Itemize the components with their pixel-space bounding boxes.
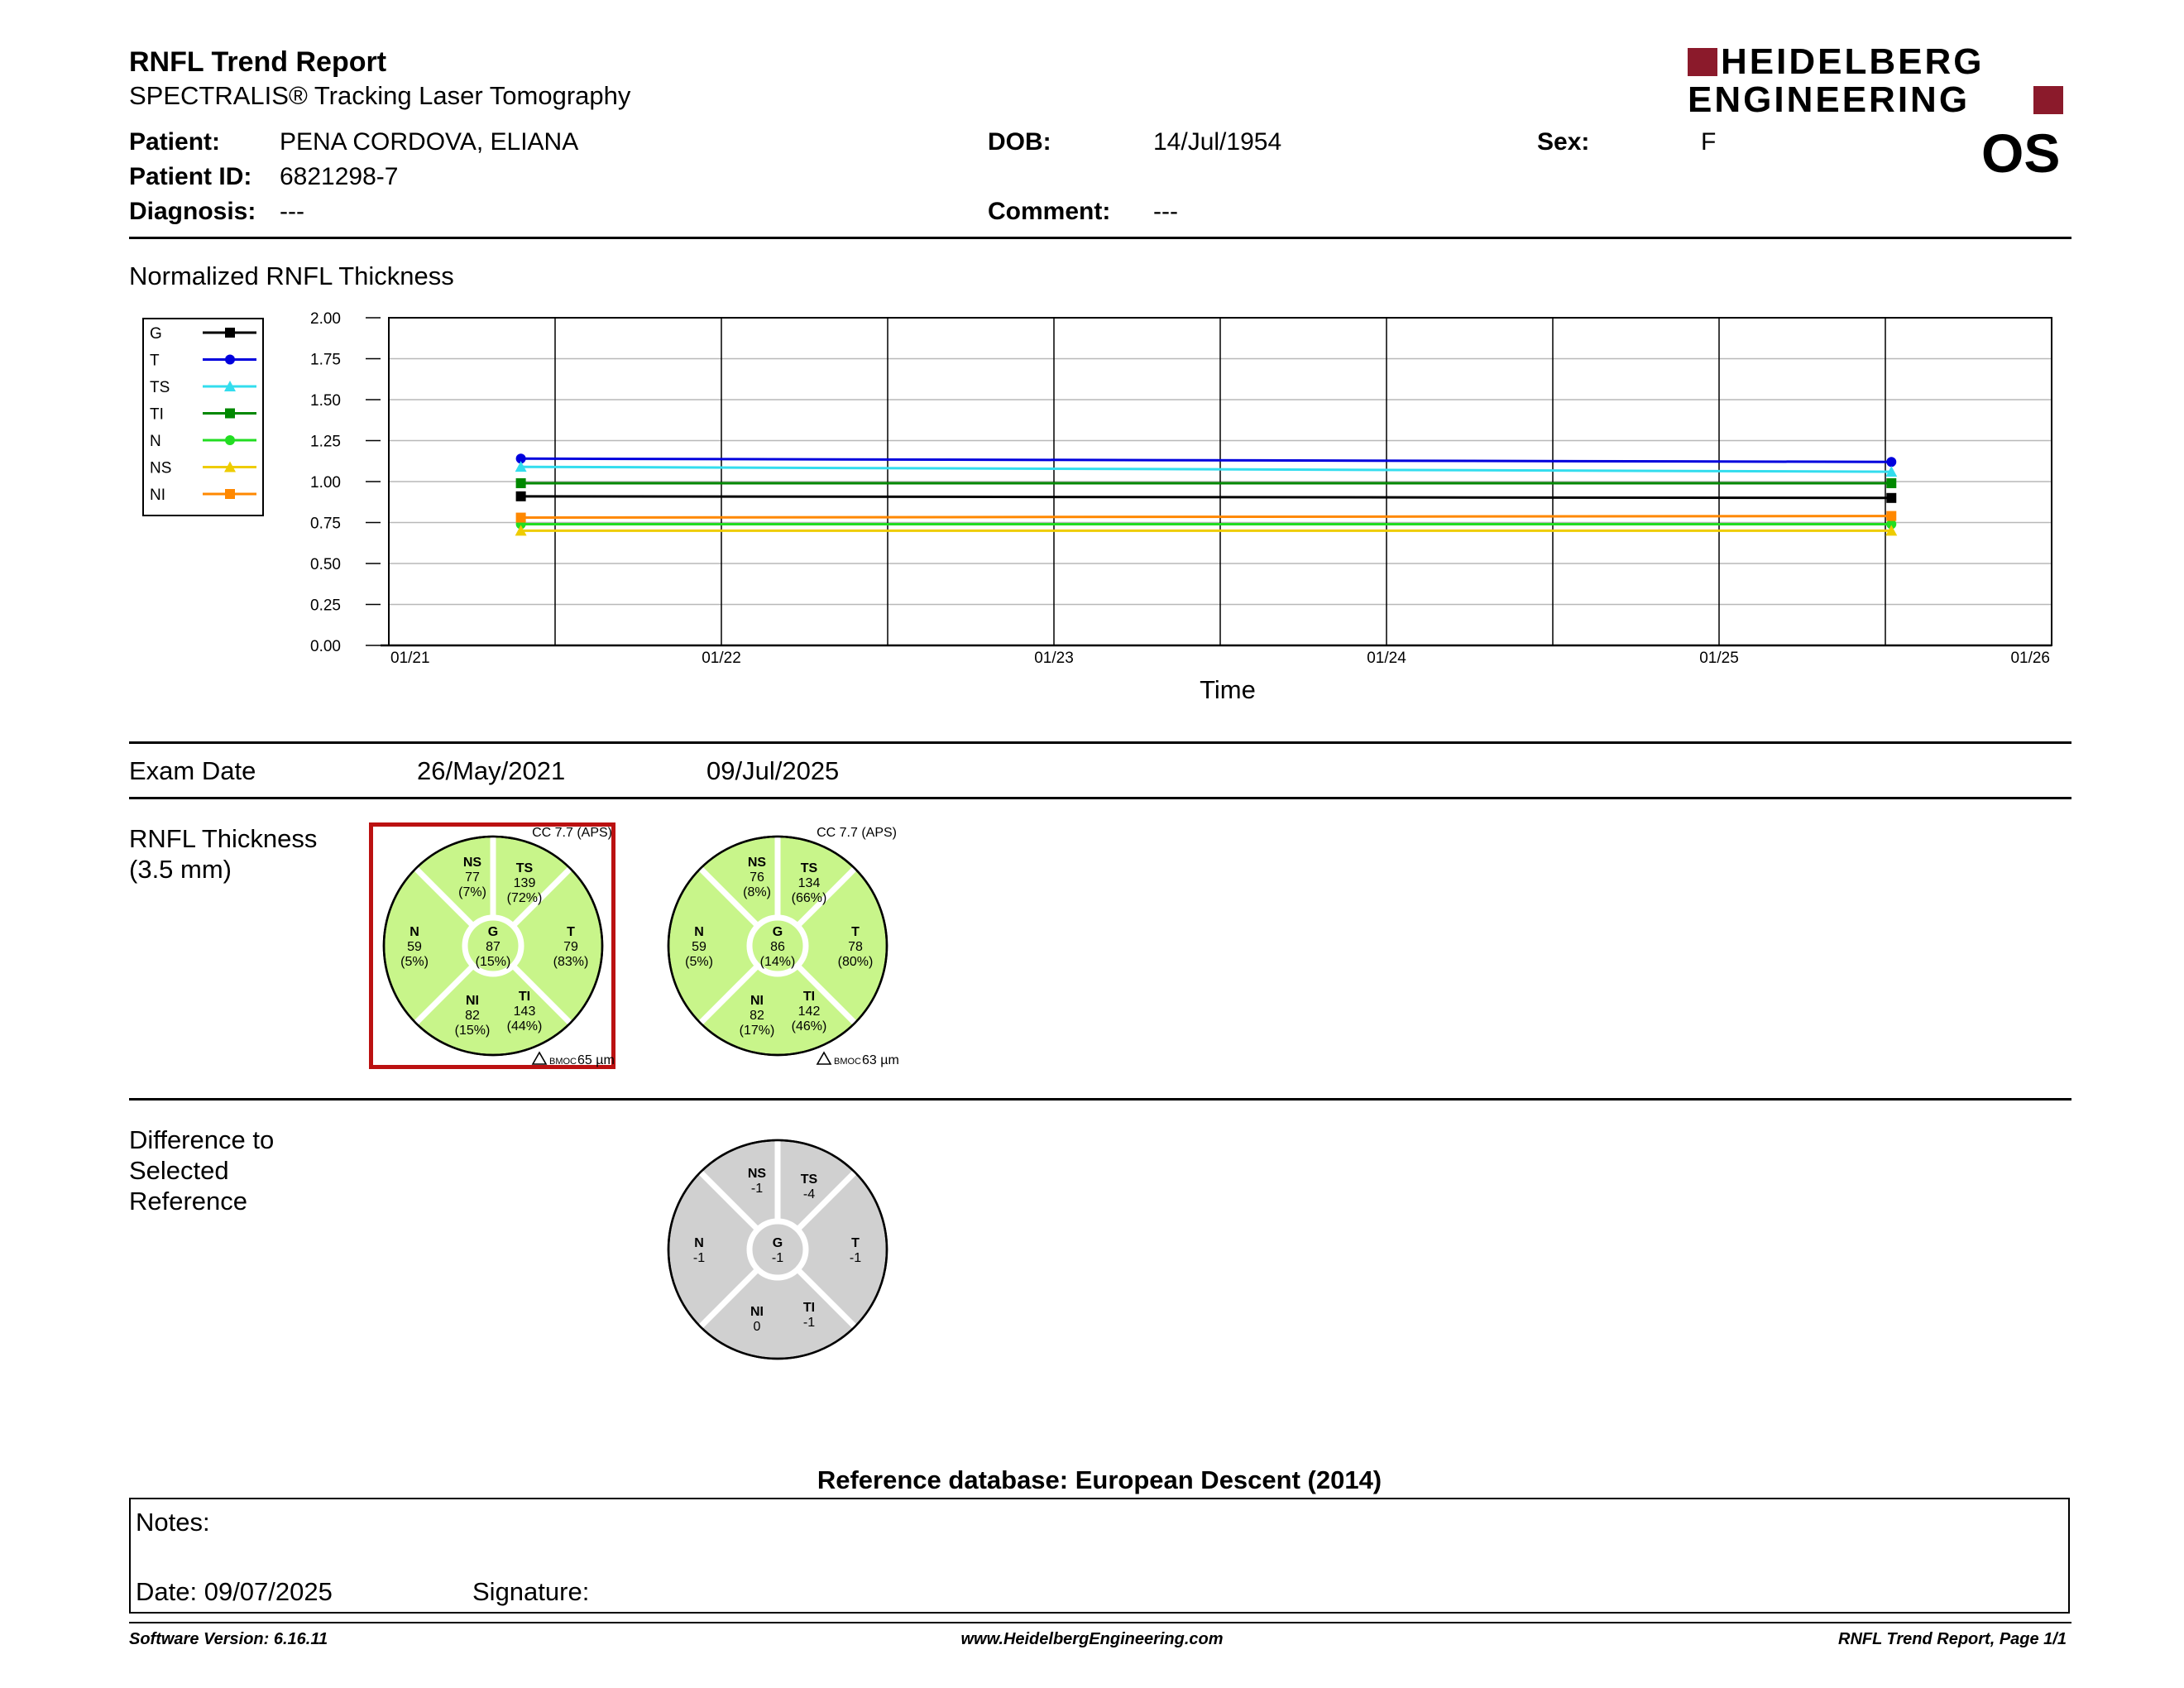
sector-n-percent: (5%) [685, 955, 713, 969]
sector-g-label: G [772, 925, 783, 939]
sector-g-value: 87 [486, 940, 500, 954]
sector-t-percent: (80%) [837, 955, 874, 969]
sector-ti-value: -1 [802, 1316, 816, 1330]
sector-t-value: 78 [848, 940, 863, 954]
y-tick-label: 0.75 [310, 515, 341, 533]
y-tick-label: 0.25 [310, 597, 341, 615]
sector-ti-label: TI [802, 990, 816, 1004]
sector-g-percent: (15%) [475, 955, 511, 969]
exam-date-1: 26/May/2021 [417, 756, 566, 785]
x-tick-label: 01/21 [390, 650, 430, 667]
sector-g-value: 86 [770, 940, 785, 954]
exam-date-label: Exam Date [129, 756, 256, 785]
legend-label: TI [150, 405, 164, 424]
x-tick-label: 01/24 [1367, 650, 1406, 667]
rnfl-thickness-label: RNFL Thickness [129, 824, 318, 853]
sector-g-percent: (14%) [759, 955, 796, 969]
legend-label: NI [150, 487, 165, 504]
sector-n-percent: (5%) [400, 955, 429, 969]
comment-label: Comment: [988, 198, 1111, 225]
bmo-value: 63 µm [862, 1053, 899, 1067]
sector-t-label: T [851, 1236, 860, 1250]
sector-ti-percent: (46%) [791, 1019, 827, 1033]
sector-ns-label: NS [747, 1167, 767, 1181]
sector-ts-value: 139 [513, 876, 536, 890]
y-tick-label: 2.00 [310, 310, 341, 328]
x-tick-label: 01/22 [702, 650, 741, 667]
x-tick-label: 01/23 [1034, 650, 1074, 667]
exam-date-2: 09/Jul/2025 [706, 756, 840, 785]
sector-ns-value: 76 [750, 870, 764, 885]
diagnosis-label: Diagnosis: [129, 198, 256, 225]
legend-label: G [150, 325, 162, 343]
sector-g-label: G [772, 1236, 783, 1250]
sector-g-label: G [487, 925, 499, 939]
sector-ni-value: 82 [750, 1009, 764, 1023]
software-version: Software Version: 6.16.11 [129, 1630, 328, 1648]
sector-g-value: -1 [771, 1251, 784, 1265]
sector-ts-label: TS [800, 1172, 818, 1187]
rnfl-diameter-label: (3.5 mm) [129, 855, 232, 884]
sector-n-label: N [410, 925, 419, 939]
sector-t-value: -1 [849, 1251, 862, 1265]
bmo-value: 65 µm [577, 1053, 615, 1067]
sector-ni-percent: (17%) [739, 1024, 775, 1038]
sector-ts-value: 134 [797, 876, 821, 890]
sector-ns-label: NS [462, 856, 482, 870]
x-axis-label: Time [1200, 675, 1256, 704]
sector-ts-value: -4 [802, 1187, 816, 1201]
sector-t-value: 79 [563, 940, 578, 954]
signature-label: Signature: [472, 1577, 590, 1606]
y-tick-label: 1.25 [310, 433, 341, 451]
patient-label: Patient: [129, 128, 221, 156]
legend-label: T [150, 352, 160, 370]
report-subtitle: SPECTRALIS® Tracking Laser Tomography [129, 81, 631, 110]
legend-label: NS [150, 459, 172, 477]
sector-n-value: 59 [407, 940, 422, 954]
dob-label: DOB: [988, 128, 1051, 156]
notes-date: Date: 09/07/2025 [136, 1577, 333, 1606]
sector-ni-label: NI [750, 994, 764, 1008]
website-link[interactable]: www.HeidelbergEngineering.com [960, 1630, 1224, 1648]
sector-t-label: T [567, 925, 575, 939]
sector-ti-value: 142 [797, 1005, 821, 1019]
legend-label: TS [150, 379, 170, 396]
y-tick-label: 1.50 [310, 392, 341, 410]
dob-value: 14/Jul/1954 [1153, 128, 1282, 156]
sector-ns-percent: (8%) [743, 885, 771, 899]
patient-id-label: Patient ID: [129, 163, 252, 190]
sector-t-percent: (83%) [553, 955, 589, 969]
sector-ts-percent: (72%) [506, 891, 543, 905]
legend-label: N [150, 433, 161, 450]
logo-line1: HEIDELBERG [1721, 41, 1985, 82]
sex-label: Sex: [1537, 128, 1590, 156]
sector-n-label: N [694, 925, 704, 939]
sector-ts-label: TS [515, 861, 534, 875]
sex-value: F [1701, 128, 1717, 156]
notes-box[interactable] [129, 1498, 2070, 1614]
y-tick-label: 0.00 [310, 638, 341, 655]
sector-ti-value: 143 [513, 1005, 536, 1019]
sector-ts-label: TS [800, 861, 818, 875]
patient-id-value: 6821298-7 [280, 163, 399, 190]
sector-ni-value: 82 [465, 1009, 480, 1023]
cc-label: CC 7.7 (APS) [817, 826, 897, 840]
sector-ns-value: 77 [465, 870, 480, 885]
x-tick-label: 01/25 [1699, 650, 1739, 667]
sector-ti-label: TI [518, 990, 531, 1004]
logo-line2: ENGINEERING [1688, 79, 1971, 120]
sector-ni-label: NI [750, 1305, 764, 1319]
sector-t-label: T [851, 925, 860, 939]
sector-ns-percent: (7%) [458, 885, 486, 899]
report-title: RNFL Trend Report [129, 46, 387, 78]
sector-ni-value: 0 [753, 1320, 761, 1334]
notes-label: Notes: [136, 1508, 210, 1537]
footer-divider [129, 1622, 2071, 1623]
sector-ts-percent: (66%) [791, 891, 827, 905]
y-tick-label: 1.75 [310, 351, 341, 369]
bmo-label: BMOC [834, 1057, 861, 1067]
comment-value: --- [1153, 198, 1178, 225]
diagnosis-value: --- [280, 198, 304, 225]
difference-label-3: Reference [129, 1187, 248, 1216]
sector-ni-label: NI [466, 994, 479, 1008]
sector-ni-percent: (15%) [454, 1024, 491, 1038]
sector-n-label: N [694, 1236, 704, 1250]
difference-label-1: Difference to [129, 1125, 275, 1154]
x-tick-label: 01/26 [2010, 650, 2050, 667]
sector-ti-label: TI [802, 1301, 816, 1315]
sector-n-value: 59 [692, 940, 706, 954]
eye-indicator: OS [1981, 122, 2061, 184]
reference-database: Reference database: European Descent (2014) [817, 1465, 1382, 1494]
difference-label-2: Selected [129, 1156, 229, 1185]
chart-section-title: Normalized RNFL Thickness [129, 261, 454, 290]
y-tick-label: 1.00 [310, 474, 341, 492]
page-number: RNFL Trend Report, Page 1/1 [1838, 1630, 2067, 1648]
sector-ns-value: -1 [750, 1182, 764, 1196]
bmo-label: BMOC [549, 1057, 577, 1067]
sector-ti-percent: (44%) [506, 1019, 543, 1033]
y-tick-label: 0.50 [310, 556, 341, 573]
cc-label: CC 7.7 (APS) [532, 826, 612, 840]
sector-ns-label: NS [747, 856, 767, 870]
sector-n-value: -1 [692, 1251, 706, 1265]
patient-name: PENA CORDOVA, ELIANA [280, 128, 579, 156]
